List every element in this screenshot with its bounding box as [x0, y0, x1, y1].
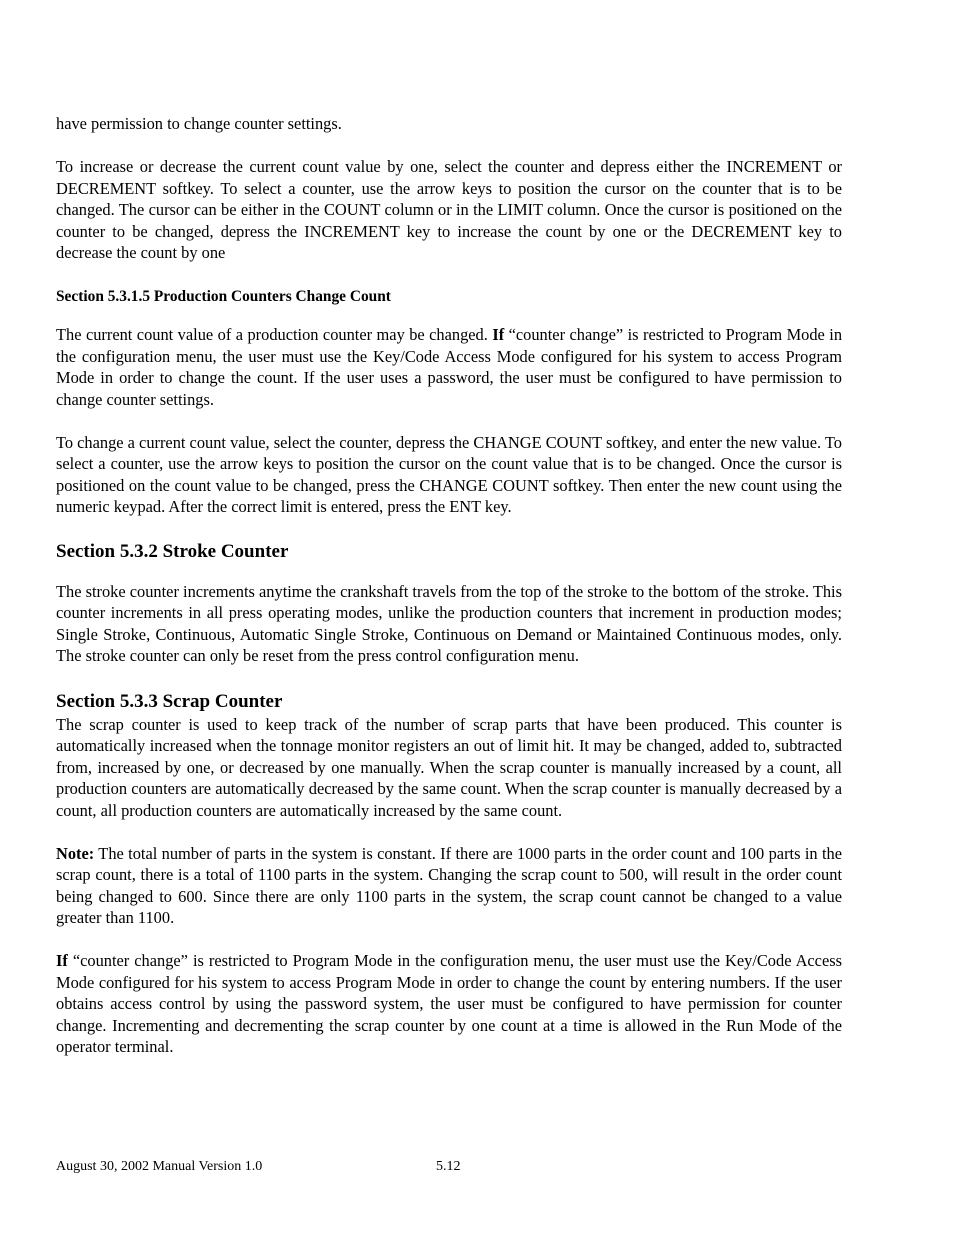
paragraph-increment-decrement: To increase or decrease the current count value by one, select the counter and depress either the INCREMENT or DECREMENT softkey. To select a counter, use the arrow keys to position the cursor on the counter that is to be changed. The cursor can be either in the COUNT column or in the LIMIT column. Once the cursor is positioned on the counter to be changed, depress the INCREMENT key to increase the count by one or the DECREMENT key to decrease the count by one	[56, 157, 842, 262]
footer-date-version: August 30, 2002 Manual Version 1.0	[56, 1159, 263, 1174]
bold-if: If	[56, 951, 68, 970]
paragraph-continuation: have permission to change counter settings.	[56, 114, 342, 133]
bold-note: Note:	[56, 843, 95, 863]
document-body	[56, 113, 842, 1058]
bold-if: If	[492, 325, 505, 344]
paragraph-text: The current count value of a production counter may be changed.	[56, 325, 493, 344]
paragraph-note	[56, 843, 842, 929]
heading-section-5-3-2: Section 5.3.2 Stroke Counter	[56, 540, 289, 562]
footer-page-number: 5.12	[436, 1159, 461, 1174]
paragraph-scrap-counter: The scrap counter is used to keep track of the number of scrap parts that have been produced. This counter is automatically increased when the tonnage monitor registers an out of limit hit. It may be changed, added to, subtracted from, increased by one, or decreased by one manually. When the scrap counter is manually increased by a count, all production counters are automatically decreased by the same count. When the scrap counter is manually decreased by a count, all production counters are automatically increased by the same count.	[56, 714, 842, 820]
paragraph-text: “counter change” is restricted to Program Mode in the configuration menu, the user must use the Key/Code Access Mode configured for his system to access Program Mode in order to change the count. If the user uses a password, the user must be configured to have permission to change counter settings.	[56, 325, 843, 409]
paragraph-scrap-restriction	[56, 950, 842, 1058]
paragraph-change-count-restriction	[56, 324, 842, 410]
paragraph-stroke-counter: The stroke counter increments anytime the crankshaft travels from the top of the stroke to the bottom of the stroke. This counter increments in all press operating modes, unlike the production counters that increment in production modes; Single Stroke, Continuous, Automatic Single Stroke, Continuous on Demand or Maintained Continuous modes, only. The stroke counter can only be reset from the press control configuration menu.	[56, 581, 842, 665]
heading-section-5-3-1-5: Section 5.3.1.5 Production Counters Change Count	[56, 287, 391, 305]
paragraph-text: “counter change” is restricted to Program Mode in the configuration menu, the user must use the Key/Code Access Mode configured for his system to access Program Mode in order to change the count by entering numbers. If the user obtains access control by using the password system, the user must be configured to have permission for counter change. Incrementing and decrementing the scrap counter by one count at a time is allowed in the Run Mode of the operator terminal.	[56, 951, 842, 1056]
paragraph-change-count-procedure: To change a current count value, select the counter, depress the CHANGE COUNT softkey, and enter the new value. To select a counter, use the arrow keys to position the cursor on the count value that is to be changed. Once the cursor is positioned on the count value to be changed, press the CHANGE COUNT softkey. Then enter the new count using the numeric keypad. After the correct limit is entered, press the ENT key.	[56, 432, 842, 516]
paragraph-text: The total number of parts in the system is constant. If there are 1000 parts in the order count and 100 parts in the scrap count, there is a total of 1100 parts in the system. Changing the scrap count to 500, will result in the order count being changed to 600. Since there are only 1100 parts in the system, the scrap count cannot be changed to a value greater than 1100.	[56, 843, 842, 927]
heading-section-5-3-3: Section 5.3.3 Scrap Counter	[56, 690, 283, 712]
